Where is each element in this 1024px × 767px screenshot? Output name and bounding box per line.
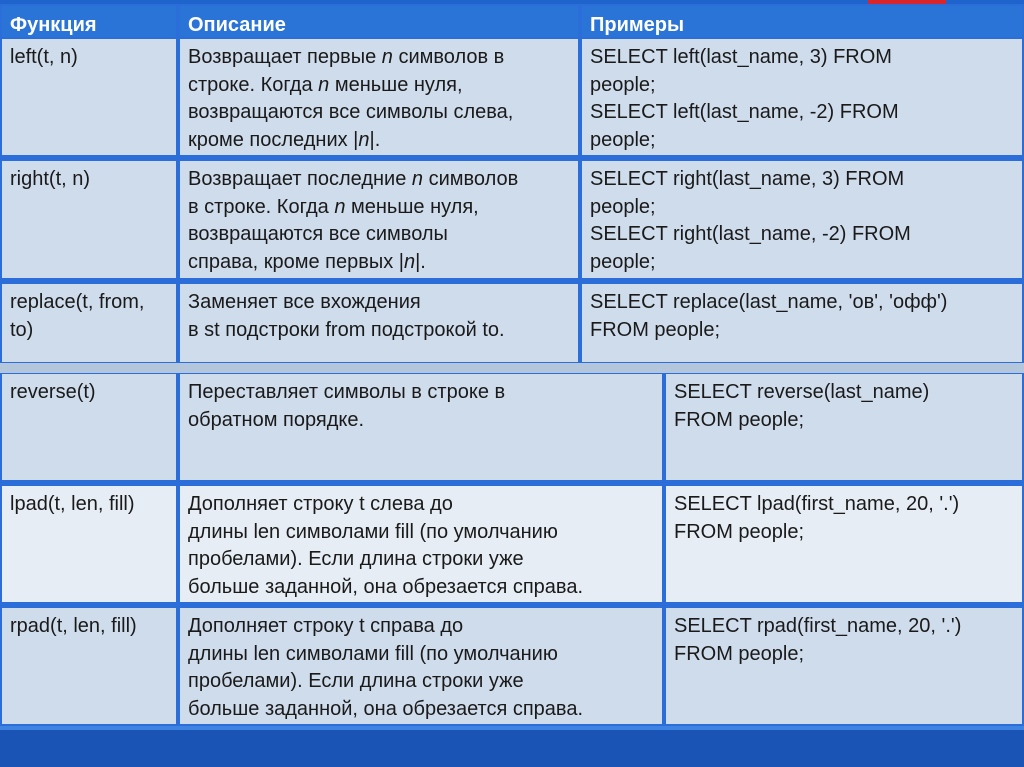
cell-line: возвращаются все символы bbox=[188, 223, 448, 245]
cell-line: длины len символами fill (по умолчанию bbox=[188, 520, 558, 543]
cell-line: в st подстроки from подстрокой to. bbox=[188, 318, 505, 341]
cell-line: больше заданной, она обрезается справа. bbox=[188, 697, 583, 720]
cell-line: возвращаются все символы слева, bbox=[188, 101, 514, 123]
example-cell bbox=[582, 39, 1022, 155]
cell-line: SELECT right(last_name, 3) FROM bbox=[590, 168, 905, 190]
function-cell bbox=[2, 39, 176, 155]
cell-line: FROM people; bbox=[590, 318, 721, 341]
cell-line: people; bbox=[590, 73, 656, 96]
cell-line: SELECT replace(last_name, 'ов', 'офф') bbox=[590, 291, 948, 313]
cell-line: в строке. Когда n меньше нуля, bbox=[188, 195, 479, 218]
cell-line: FROM people; bbox=[674, 520, 805, 543]
header-examples: Примеры bbox=[582, 6, 1022, 37]
cell-line: строке. Когда n меньше нуля, bbox=[188, 73, 463, 96]
cell-line: FROM people; bbox=[674, 642, 805, 665]
cell-line: Возвращает последние n символов bbox=[188, 168, 519, 190]
example-cell bbox=[582, 284, 1022, 362]
cell-line: right(t, n) bbox=[10, 168, 91, 190]
cell-line: people; bbox=[590, 250, 656, 273]
cell-line: SELECT left(last_name, 3) FROM bbox=[590, 46, 892, 68]
table-separator bbox=[0, 363, 1024, 373]
description-cell bbox=[180, 608, 662, 724]
function-cell bbox=[2, 161, 176, 278]
description-cell bbox=[180, 161, 578, 278]
header-function: Функция bbox=[2, 6, 176, 37]
cell-line: больше заданной, она обрезается справа. bbox=[188, 575, 583, 598]
cell-line: кроме последних |n|. bbox=[188, 128, 381, 151]
cell-line: обратном порядке. bbox=[188, 408, 365, 431]
italic-var: n bbox=[411, 168, 424, 190]
italic-var: n bbox=[403, 250, 416, 273]
cell-line: reverse(t) bbox=[10, 381, 96, 403]
description-cell bbox=[180, 374, 662, 480]
description-cell bbox=[180, 39, 578, 155]
italic-var: n bbox=[334, 195, 346, 218]
description-cell bbox=[180, 486, 662, 602]
example-cell bbox=[666, 374, 1022, 480]
cell-line: пробелами). Если длина строки уже bbox=[188, 548, 524, 570]
cell-line: to) bbox=[10, 318, 34, 341]
cell-line: people; bbox=[590, 195, 656, 218]
cell-line: SELECT rpad(first_name, 20, '.') bbox=[674, 615, 962, 637]
example-cell bbox=[666, 608, 1022, 724]
cell-line: Возвращает первые n символов в bbox=[188, 46, 505, 68]
footer-bar bbox=[0, 726, 1024, 767]
cell-line: справа, кроме первых |n|. bbox=[188, 250, 426, 273]
accent-bar bbox=[868, 0, 946, 4]
cell-line: Дополняет строку t справа до bbox=[188, 615, 464, 637]
cell-line: FROM people; bbox=[674, 408, 805, 431]
cell-line: rpad(t, len, fill) bbox=[10, 615, 137, 637]
cell-line: SELECT reverse(last_name) bbox=[674, 381, 930, 403]
italic-var: n bbox=[318, 73, 330, 96]
cell-line: Дополняет строку t слева до bbox=[188, 493, 453, 515]
footer-highlight bbox=[0, 726, 1024, 730]
cell-line: Переставляет символы в строке в bbox=[188, 381, 506, 403]
example-cell bbox=[582, 161, 1022, 278]
function-cell bbox=[2, 284, 176, 362]
header-description: Описание bbox=[180, 6, 578, 37]
cell-line: replace(t, from, bbox=[10, 291, 145, 313]
cell-line: длины len символами fill (по умолчанию bbox=[188, 642, 558, 665]
function-cell bbox=[2, 608, 176, 724]
cell-line: SELECT right(last_name, -2) FROM bbox=[590, 223, 911, 245]
italic-var: n bbox=[381, 46, 393, 68]
description-cell bbox=[180, 284, 578, 362]
cell-line: left(t, n) bbox=[10, 46, 78, 68]
example-cell bbox=[666, 486, 1022, 602]
function-cell bbox=[2, 374, 176, 480]
cell-line: people; bbox=[590, 128, 656, 151]
cell-line: Заменяет все вхождения bbox=[188, 291, 421, 313]
cell-line: lpad(t, len, fill) bbox=[10, 493, 135, 515]
cell-line: SELECT lpad(first_name, 20, '.') bbox=[674, 493, 960, 515]
cell-line: пробелами). Если длина строки уже bbox=[188, 670, 524, 692]
cell-line: SELECT left(last_name, -2) FROM bbox=[590, 101, 899, 123]
italic-var: n bbox=[358, 128, 370, 151]
function-cell bbox=[2, 486, 176, 602]
